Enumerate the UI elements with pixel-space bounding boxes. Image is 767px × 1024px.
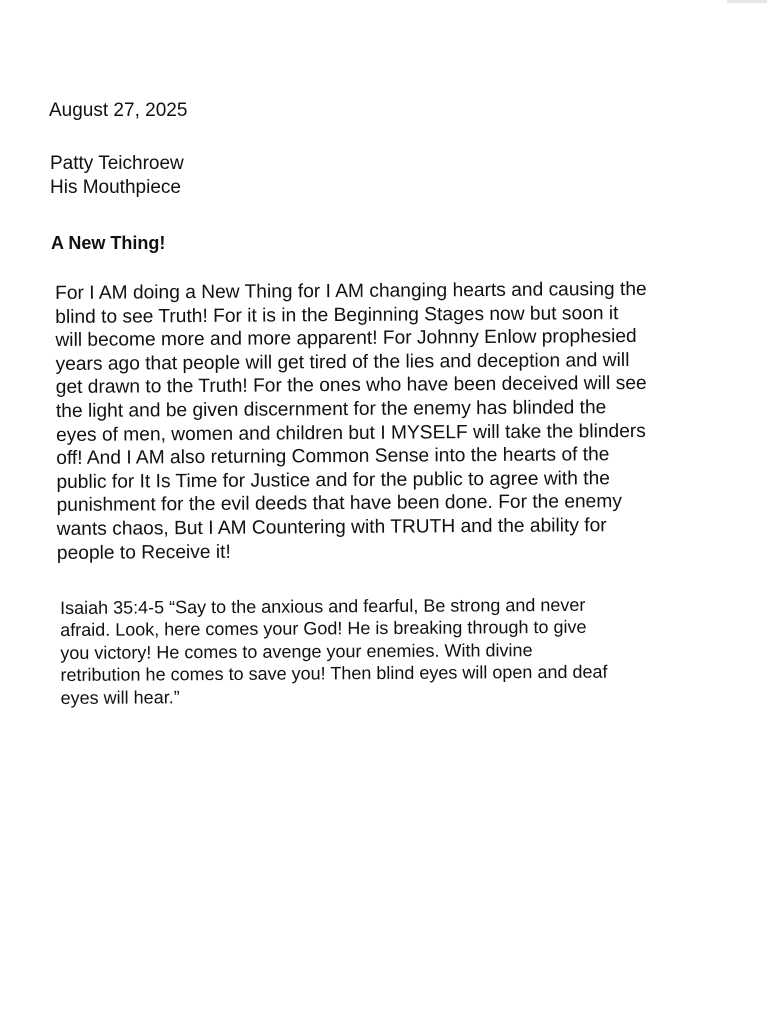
scripture-quote <box>60 593 741 709</box>
author-role: His Mouthpiece <box>50 177 181 198</box>
paragraph-line: years ago that people will get tired of the lies and deception and will <box>55 349 630 375</box>
paragraph-line: blind to see Truth! For it is in the Beginning Stages now but soon it <box>55 302 619 328</box>
paragraph-line: eyes of men, women and children but I MYSELF will take the blinders <box>55 420 646 446</box>
paragraph-line: For I AM doing a New Thing for I AM changing hearts and causing the <box>55 278 647 304</box>
scripture-line: retribution he comes to save you! Then blind eyes will open and deaf <box>60 661 608 686</box>
author-block <box>50 152 184 200</box>
paragraph-line: public for It Is Time for Justice and for the public to agree with the <box>56 467 610 493</box>
scripture-line: eyes will hear.” <box>60 686 180 708</box>
document-title: A New Thing! <box>51 233 166 253</box>
paragraph-line: off! And I AM also returning Common Sense into the hearts of the <box>56 444 610 470</box>
paragraph-line: get drawn to the Truth! For the ones who have been deceived will see <box>55 373 647 399</box>
paragraph-line: the light and be given discernment for the enemy has blinded the <box>55 397 607 422</box>
scripture-line: Isaiah 35:4-5 “Say to the anxious and fearful, Be strong and never <box>60 594 586 618</box>
document-date: August 27, 2025 <box>49 100 188 121</box>
scripture-line: afraid. Look, here comes your God! He is breaking through to give <box>60 617 587 641</box>
prophecy-paragraph <box>55 277 747 565</box>
scan-edge-mark <box>727 0 767 3</box>
scripture-line: you victory! He comes to avenge your enemies. With divine <box>60 639 533 663</box>
paragraph-line: punishment for the evil deeds that have been done. For the enemy <box>56 491 622 517</box>
author-name: Patty Teichroew <box>50 153 184 174</box>
paragraph-line: will become more and more apparent! For Johnny Enlow prophesied <box>55 326 637 352</box>
paragraph-line: people to Receive it! <box>56 541 231 564</box>
paragraph-line: wants chaos, But I AM Countering with TRUTH and the ability for <box>56 515 607 540</box>
